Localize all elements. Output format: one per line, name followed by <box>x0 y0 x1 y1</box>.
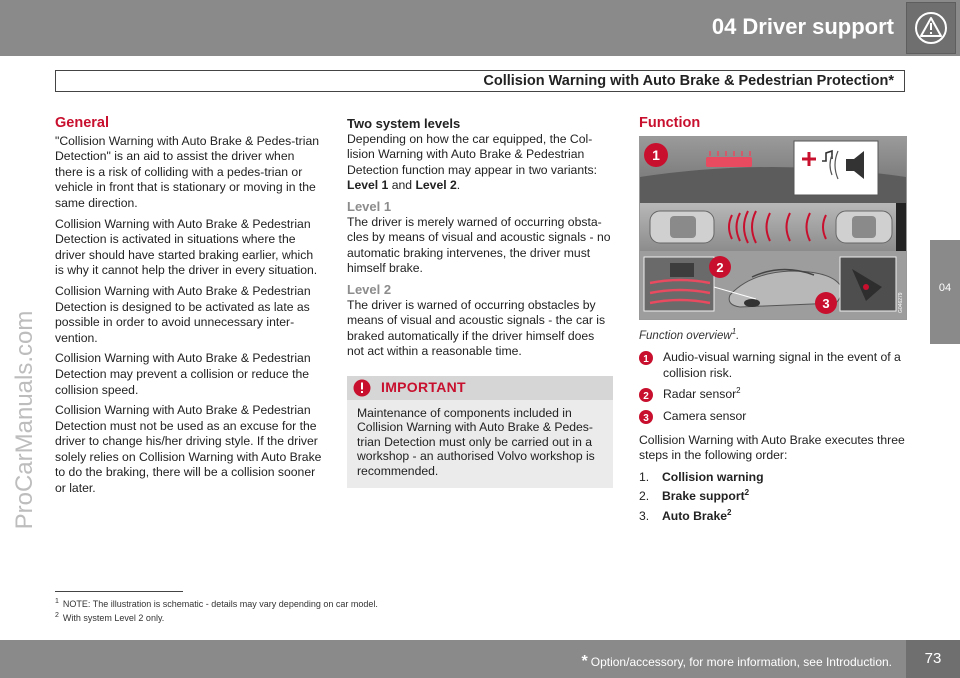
chapter-icon-box <box>906 2 956 54</box>
level2-bold: Level 2 <box>415 178 457 193</box>
footnotes <box>55 596 378 624</box>
general-paragraph: "Collision Warning with Auto Brake & Pedes-trian Detection" is an aid to assist the driver when there is a risk of colliding with a pedes-trian or vehicle in front that is stationary or moving in the same direction. <box>55 133 319 210</box>
period: . <box>456 178 461 193</box>
page-number-box <box>906 640 960 678</box>
legend-footnote-ref: 2 <box>736 386 741 396</box>
legend-item <box>639 409 911 425</box>
column-general <box>55 116 323 502</box>
step-footnote-ref: 2 <box>744 488 750 498</box>
heading-level-1: Level 1 <box>347 198 392 214</box>
general-paragraph: Collision Warning with Auto Brake & Pedestrian Detection must not be used as an excuse for the driver to change his/her driving style. If the driver solely relies on Collision Warning with Auto Brake to do the braking, there will be a collision sooner or later. <box>55 403 322 496</box>
legend-item <box>639 350 911 381</box>
and-text: and <box>388 178 416 193</box>
page-number: 73 <box>924 650 942 667</box>
vehicle-ahead-topview <box>836 211 892 243</box>
figure-code: G046279 <box>898 292 904 313</box>
footnote-number: 2 <box>55 612 59 619</box>
legend-text: Camera sensor <box>663 408 747 423</box>
step-entry <box>662 489 749 505</box>
radar-sensor-closeup <box>644 257 714 311</box>
callout-2-label: 2 <box>716 259 724 275</box>
svg-text:1: 1 <box>643 354 649 366</box>
important-title: IMPORTANT <box>381 379 466 396</box>
footer-note-text: Option/accessory, for more information, see Introduction. <box>590 655 892 669</box>
step-number: 1. <box>639 469 650 484</box>
svg-text:2: 2 <box>643 391 649 403</box>
own-car-topview <box>650 211 714 243</box>
caption-footnote-ref: 1 <box>731 326 737 336</box>
column-function <box>639 116 911 525</box>
step-entry <box>662 509 731 525</box>
caption-text: Function overview <box>639 329 732 342</box>
footer-band <box>0 640 960 678</box>
heading-two-system-levels: Two system levels <box>347 116 461 131</box>
callout-1-label: 1 <box>652 146 660 163</box>
side-tab-label: 04 <box>938 282 952 294</box>
step-text: Collision warning <box>662 469 764 484</box>
callout-3-icon <box>639 410 653 424</box>
callout-2-icon <box>639 388 653 402</box>
level2-text: The driver is warned of occurring obstacles by means of visual and acoustic signals - the car is braked automatically if the driver himself does not act within a reasonable time. <box>347 297 606 359</box>
footnote-number: 1 <box>55 598 59 605</box>
footnote <box>55 596 378 610</box>
step-number: 3. <box>639 508 650 523</box>
section-title: Collision Warning with Auto Brake & Pedestrian Protection* <box>483 73 894 89</box>
section-bar <box>55 70 905 92</box>
step-number: 2. <box>639 489 650 504</box>
levels-intro-text: Depending on how the car equipped, the Col-lision Warning with Auto Brake & Pedestrian Detection function may appear in two variants: <box>347 131 597 177</box>
step-item <box>639 489 911 505</box>
watermark <box>5 220 45 620</box>
level1-text: The driver is merely warned of occurring obsta-cles by means of visual and acoustic signals - no automatic braking intervenes, the driver must himself brake. <box>347 214 611 276</box>
svg-text:3: 3 <box>643 412 649 424</box>
chapter-side-tab <box>930 240 960 344</box>
column-system-levels <box>347 116 613 488</box>
watermark-text: ProCarManuals.com <box>11 310 38 530</box>
footnote-rule <box>55 591 183 592</box>
footnote-text: With system Level 2 only. <box>62 613 165 623</box>
function-overview-figure <box>639 136 907 320</box>
legend-text: Audio-visual warning signal in the event of a collision risk. <box>663 350 901 380</box>
step-item <box>639 470 911 486</box>
important-box <box>347 376 613 488</box>
footer-note <box>582 653 892 671</box>
heading-level-2: Level 2 <box>347 281 392 297</box>
callout-1-icon <box>639 351 653 365</box>
heading-function: Function <box>639 115 701 131</box>
footer-star: * <box>581 653 588 670</box>
footnote <box>55 610 378 624</box>
general-paragraph: Collision Warning with Auto Brake & Pedestrian Detection may prevent a collision or reduce the collision speed. <box>55 351 311 397</box>
level1-bold: Level 1 <box>347 178 389 193</box>
callout-2-marker <box>709 256 731 278</box>
warning-triangle-icon <box>913 12 949 44</box>
important-header <box>347 376 613 400</box>
heading-general: General <box>55 115 109 131</box>
important-text: Maintenance of components included in Collision Warning with Auto Brake & Pedes-trian Detection must only be carried out in a workshop - an authorised Volvo workshop is recommended. <box>357 405 595 478</box>
step-text: Auto Brake <box>662 508 728 523</box>
step-footnote-ref: 2 <box>727 507 732 517</box>
legend-entry <box>663 387 741 403</box>
step-text: Brake support <box>662 489 745 504</box>
callout-1-marker <box>644 143 668 167</box>
legend-text: Radar sensor <box>663 387 737 402</box>
exclamation-icon <box>353 379 371 397</box>
camera-sensor-closeup <box>840 257 896 311</box>
legend-item <box>639 387 911 403</box>
levels-intro <box>347 132 613 194</box>
figure-caption <box>639 326 911 345</box>
function-illustration <box>640 137 906 319</box>
general-paragraph: Collision Warning with Auto Brake & Pedestrian Detection is designed to be activated as late as possible in order to avoid unnecessary inter-vention. <box>55 283 311 345</box>
footnote-text: NOTE: The illustration is schematic - details may vary depending on car model. <box>62 599 378 609</box>
chapter-title: 04 Driver support <box>711 14 894 39</box>
header-band <box>0 0 960 56</box>
order-intro: Collision Warning with Auto Brake executes three steps in the following order: <box>639 432 905 463</box>
general-paragraph: Collision Warning with Auto Brake & Pedestrian Detection is activated in situations where the driver should have started braking earlier, which is why it cannot help the driver in every situation. <box>55 216 318 278</box>
audio-warning-panel <box>794 141 878 195</box>
callout-3-marker <box>815 292 837 314</box>
steps-list <box>639 470 911 525</box>
step-item <box>639 509 911 525</box>
caption-period: . <box>736 329 740 342</box>
callout-3-label: 3 <box>822 295 830 311</box>
